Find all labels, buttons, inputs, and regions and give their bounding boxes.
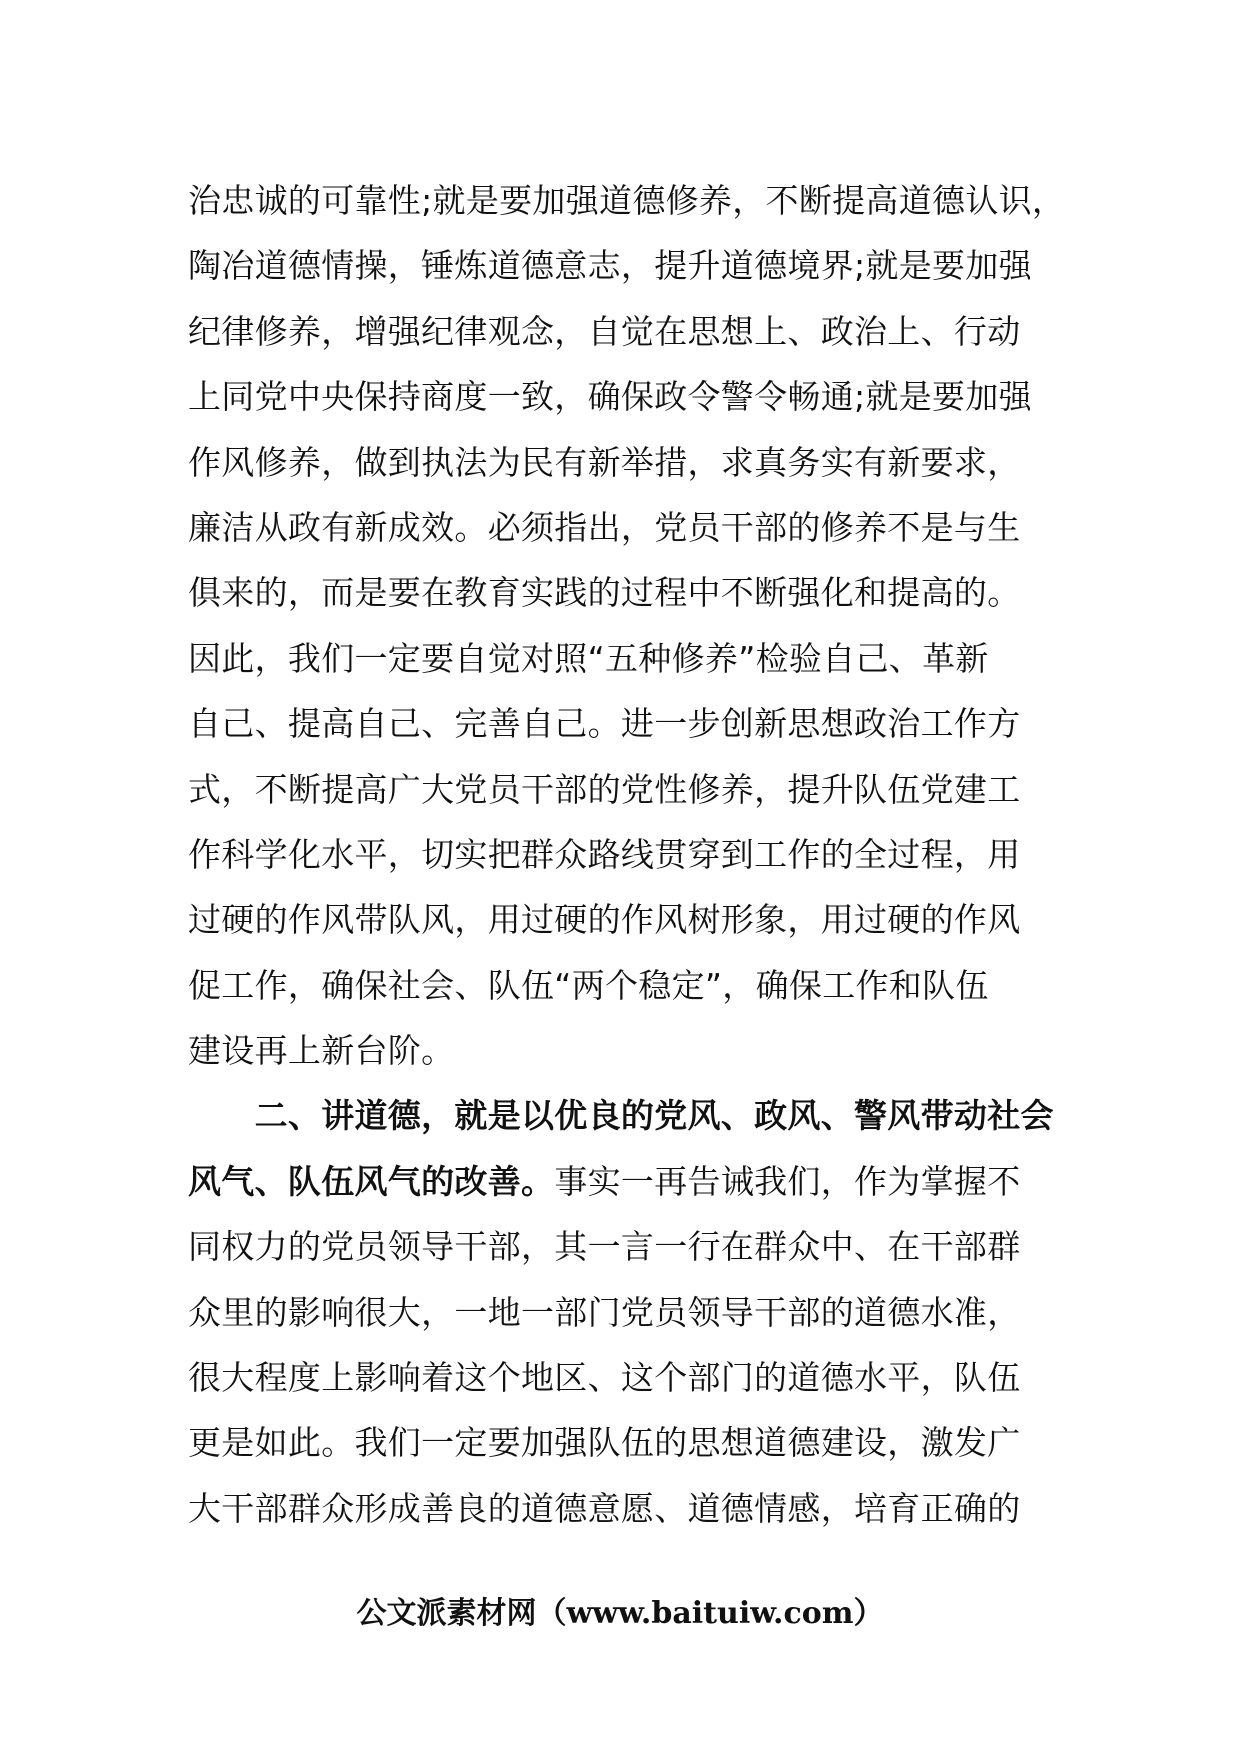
text-line: [188, 1149, 1068, 1214]
text-line: [188, 887, 1068, 952]
text-line: [188, 430, 1068, 495]
text-line: [188, 168, 1068, 233]
text-line: [188, 1280, 1068, 1345]
text-line: [188, 1345, 1068, 1410]
footer-watermark: 公文派素材网（www.baituiw.com）: [356, 1596, 884, 1631]
text-segment: 上同党中央保持商度一致，确保政令警令畅通;就是要加强: [188, 377, 1032, 417]
text-line: [188, 953, 1068, 1018]
text-line: [188, 233, 1068, 298]
text-segment: 大干部群众形成善良的道德意愿、道德情感，培育正确的: [188, 1488, 1021, 1528]
text-segment: 建设再上新台阶。: [188, 1031, 455, 1071]
text-segment: 众里的影响很大，一地一部门党员领导干部的道德水准，: [188, 1292, 1021, 1332]
text-segment: 很大程度上影响着这个地区、这个部门的道德水平，队伍: [188, 1358, 1021, 1398]
text-segment: 过硬的作风带队风，用过硬的作风树形象，用过硬的作风: [188, 900, 1021, 940]
text-segment: 廉洁从政有新成效。必须指出，党员干部的修养不是与生: [188, 507, 1021, 547]
text-line: [188, 1476, 1068, 1541]
body-text: [188, 168, 1068, 1541]
text-line: [188, 1083, 1068, 1148]
text-segment: 治忠诚的可靠性;就是要加强道德修养，不断提高道德认识，: [188, 181, 1066, 220]
text-segment: 促工作，确保社会、队伍“两个稳定”，确保工作和队伍: [188, 965, 989, 1005]
text-line: [188, 364, 1068, 429]
text-line: [188, 1410, 1068, 1475]
text-line: [188, 691, 1068, 756]
text-segment: 陶冶道德情操，锤炼道德意志，提升道德境界;就是要加强: [188, 246, 1032, 286]
text-segment: 因此，我们一定要自觉对照“五种修养”检验自己、革新: [188, 638, 989, 678]
text-segment: 作风修养，做到执法为民有新举措，求真务实有新要求，: [188, 442, 1021, 482]
heading-segment: 风气、队伍风气的改善。: [188, 1161, 555, 1201]
text-line: [188, 626, 1068, 691]
text-line: [188, 1214, 1068, 1279]
text-segment: 事实一再告诫我们，作为掌握不: [554, 1161, 1021, 1201]
text-line: [188, 1018, 1068, 1083]
text-segment: 式，不断提高广大党员干部的党性修养，提升队伍党建工: [188, 769, 1021, 809]
text-segment: 更是如此。我们一定要加强队伍的思想道德建设，激发广: [188, 1423, 1021, 1463]
text-segment: 同权力的党员领导干部，其一言一行在群众中、在干部群: [188, 1227, 1021, 1267]
heading-segment: 二、讲道德，就是以优良的党风、政风、警风带动社会: [188, 1096, 1054, 1136]
text-line: [188, 495, 1068, 560]
text-segment: 纪律修养，增强纪律观念，自觉在思想上、政治上、行动: [188, 311, 1021, 351]
text-line: [188, 822, 1068, 887]
text-segment: 俱来的，而是要在教育实践的过程中不断强化和提高的。: [188, 573, 1021, 613]
text-line: [188, 299, 1068, 364]
text-segment: 作科学化水平，切实把群众路线贯穿到工作的全过程，用: [188, 834, 1021, 874]
text-line: [188, 560, 1068, 625]
text-line: [188, 757, 1068, 822]
text-segment: 自己、提高自己、完善自己。进一步创新思想政治工作方: [188, 704, 1021, 744]
